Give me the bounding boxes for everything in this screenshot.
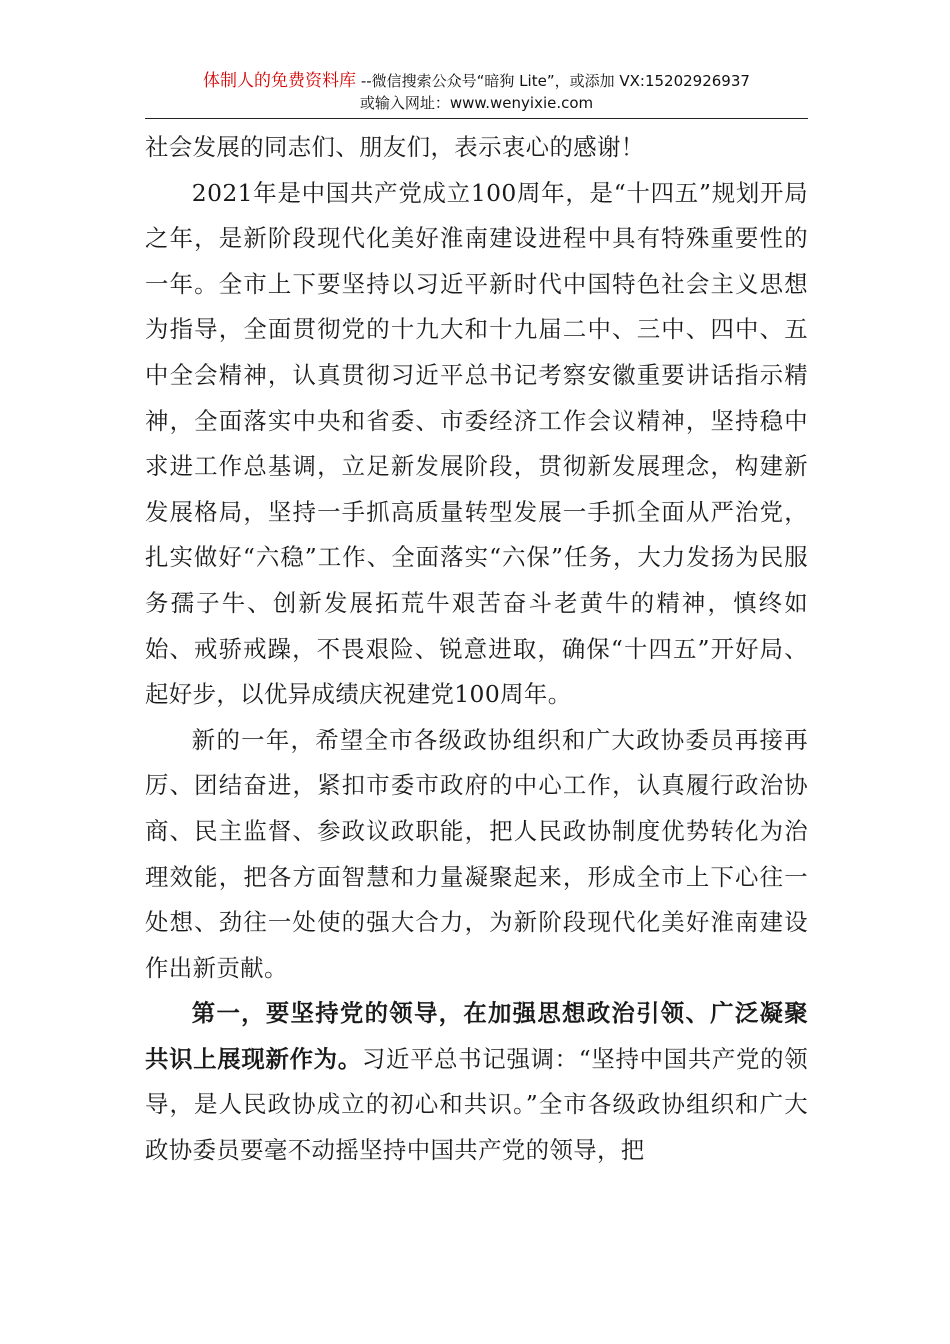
header-brand: 体制人的免费资料库 (203, 71, 357, 91)
paragraph-4-body: 习近平总书记强调：“坚持中国共产党的领导，是人民政协成立的初心和共识。”全市各级政协组织和广大政协委员要毫不动摇坚持中国共产党的领导，把 (145, 1044, 808, 1165)
page-header (145, 70, 808, 114)
paragraph-1: 社会发展的同志们、朋友们，表示衷心的感谢！ (145, 133, 645, 161)
paragraph-4-heading: 第一，要坚持党的领导，在加强思想政治引领、广泛凝聚共识上展现新作为。 (145, 999, 808, 1073)
header-divider (145, 118, 808, 119)
document-body (145, 125, 808, 1174)
paragraph-2: 2021年是中国共产党成立100周年，是“十四五”规划开局之年，是新阶段现代化美好淮南建设进程中具有特殊重要性的一年。全市上下要坚持以习近平新时代中国特色社会主义思想为指导，全面贯彻党的十九大和十九届二中、三中、四中、五中全会精神，认真贯彻习近平总书记考察安徽重要讲话指示精神，全面落实中央和省委、市委经济工作会议精神，坚持稳中求进工作总基调，立足新发展阶段，贯彻新发展理念，构建新发展格局，坚持一手抓高质量转型发展一手抓全面从严治党，扎实做好“六稳”工作、全面落实“六保”任务，大力发扬为民服务孺子牛、创新发展拓荒牛艰苦奋斗老黄牛的精神，慎终如始、戒骄戒躁，不畏艰险、锐意进取，确保“十四五”开好局、起好步，以优异成绩庆祝建党100周年。 (145, 178, 808, 709)
header-website: 或输入网址：www.wenyixie.com (359, 94, 594, 112)
paragraph-4 (145, 991, 808, 1173)
paragraph-3: 新的一年，希望全市各级政协组织和广大政协委员再接再厉、团结奋进，紧扣市委市政府的中心工作，认真履行政治协商、民主监督、参政议政职能，把人民政协制度优势转化为治理效能，把各方面智慧和力量凝聚起来，形成全市上下心往一处想、劲往一处使的强大合力，为新阶段现代化美好淮南建设作出新贡献。 (145, 725, 808, 982)
header-line-1 (145, 70, 808, 92)
header-info: --微信搜索公众号“暗狗 Lite”，或添加 VX:15202926937 (356, 72, 750, 90)
